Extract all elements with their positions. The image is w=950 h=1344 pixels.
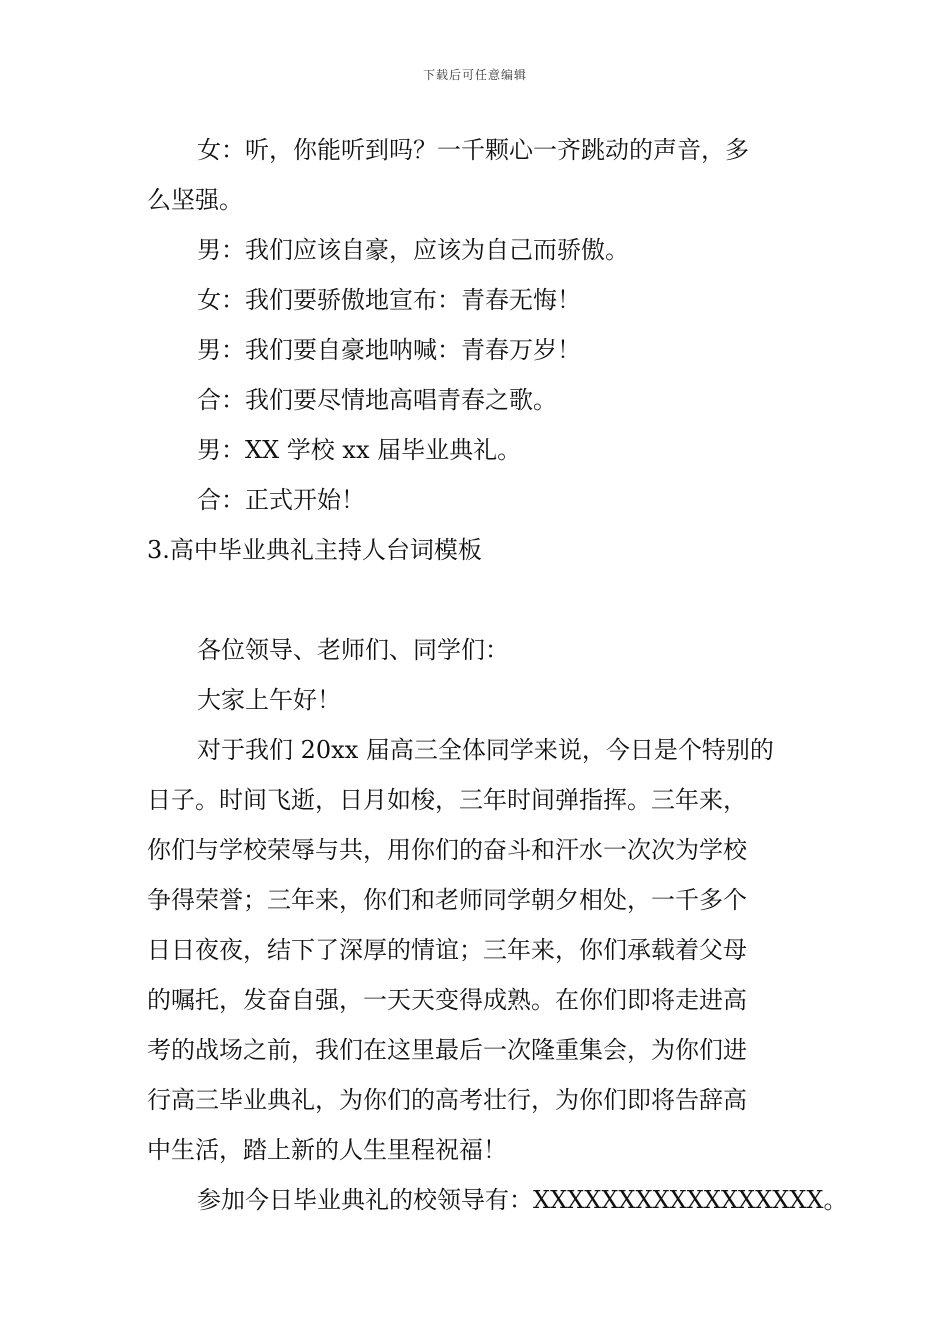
dialogue-line: 合：正式开始！ bbox=[197, 486, 365, 514]
paragraph-line: 你们与学校荣辱与共，用你们的奋斗和汗水一次次为学校 bbox=[147, 836, 747, 864]
dialogue-line: 合：我们要尽情地高唱青春之歌。 bbox=[197, 386, 557, 414]
dialogue-line: 女：听，你能听到吗？一千颗心一齐跳动的声音，多 bbox=[197, 136, 749, 164]
dialogue-line: 男：我们应该自豪，应该为自己而骄傲。 bbox=[197, 236, 629, 264]
document-body bbox=[147, 125, 848, 1225]
section-heading: 3.高中毕业典礼主持人台词模板 bbox=[147, 536, 482, 564]
paragraph-line: 考的战场之前，我们在这里最后一次隆重集会，为你们进 bbox=[147, 1036, 747, 1064]
closing-line: 参加今日毕业典礼的校领导有：XXXXXXXXXXXXXXXXX。 bbox=[197, 1186, 848, 1214]
paragraph-line: 争得荣誉；三年来，你们和老师同学朝夕相处，一千多个 bbox=[147, 886, 747, 914]
paragraph-line: 对于我们 20xx 届高三全体同学来说，今日是个特别的 bbox=[197, 736, 774, 764]
paragraph-line: 行高三毕业典礼，为你们的高考壮行，为你们即将告辞高 bbox=[147, 1086, 747, 1114]
dialogue-line: 男：我们要自豪地呐喊：青春万岁！ bbox=[197, 336, 581, 364]
paragraph-line: 中生活，踏上新的人生里程祝福！ bbox=[147, 1136, 507, 1164]
dialogue-line: 男：XX 学校 xx 届毕业典礼。 bbox=[197, 436, 522, 464]
paragraph-line: 日子。时间飞逝，日月如梭，三年时间弹指挥。三年来， bbox=[147, 786, 747, 814]
paragraph-line: 的嘱托，发奋自强，一天天变得成熟。在你们即将走进高 bbox=[147, 986, 747, 1014]
greeting: 大家上午好！ bbox=[197, 686, 341, 714]
paragraph-line: 日日夜夜，结下了深厚的情谊；三年来，你们承载着父母 bbox=[147, 936, 747, 964]
salutation: 各位领导、老师们、同学们： bbox=[197, 636, 509, 664]
header-note: 下载后可任意编辑 bbox=[422, 68, 527, 82]
dialogue-line-continuation: 么坚强。 bbox=[147, 186, 243, 214]
dialogue-line: 女：我们要骄傲地宣布：青春无悔！ bbox=[197, 286, 581, 314]
blank-line bbox=[147, 575, 807, 625]
